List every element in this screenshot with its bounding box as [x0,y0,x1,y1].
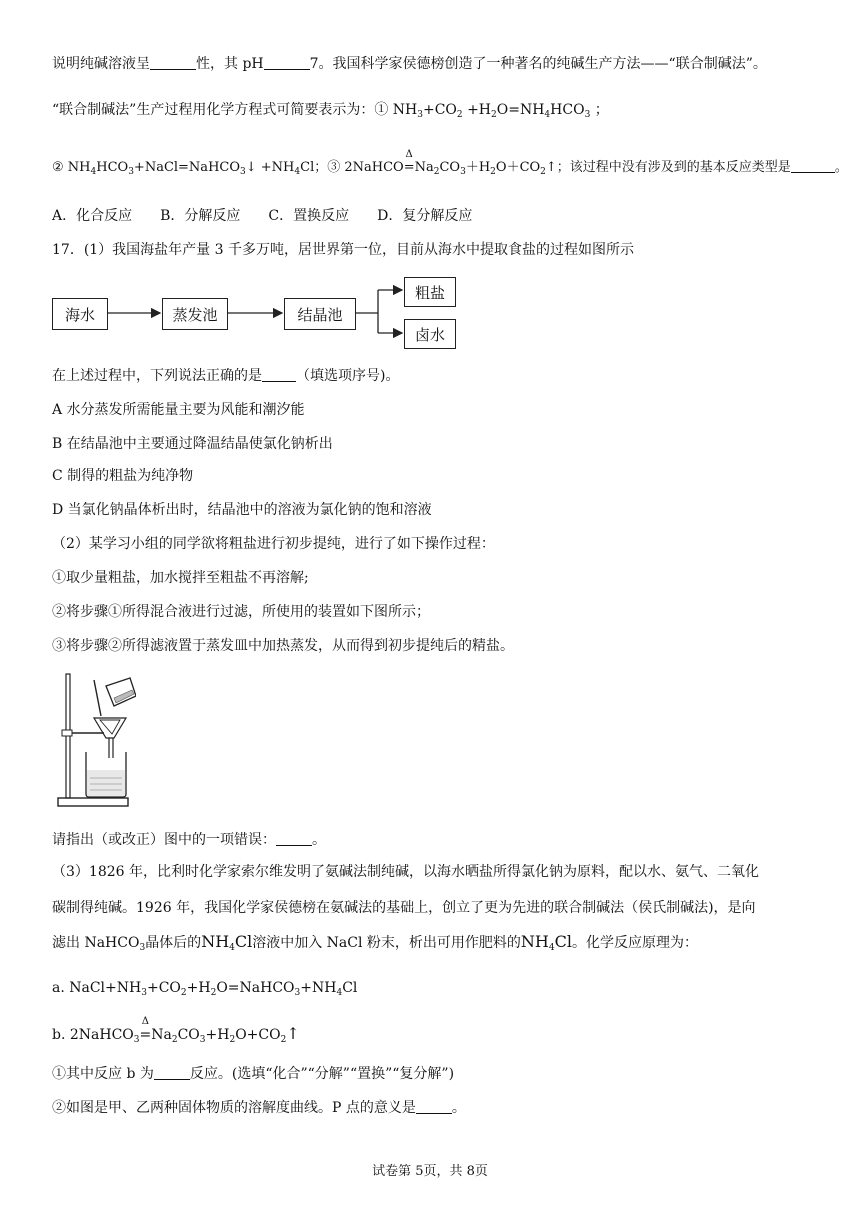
text: 晶体后的 [145,935,202,951]
answer-blank[interactable] [264,55,310,70]
subscript: 4 [90,167,97,177]
heating-sign [139,1016,152,1045]
box-crystallization-pond: 结晶池 [284,298,356,330]
text: +H [205,1027,230,1043]
reaction-a [52,978,357,998]
text: +NH [300,980,337,996]
text: b. 2NaHCO [52,1027,134,1043]
text: HCO [550,102,585,118]
text: 。化学反应原理为： [571,935,698,951]
subscript: 3 [199,1035,206,1045]
text: +CO [146,980,181,996]
text: Cl [554,932,572,951]
subscript: 3 [128,167,134,177]
question-17-part-1: 17．(1）我国海盐年产量 3 千多万吨，居世界第一位，目前从海水中提取食盐的过程如图所示 [52,242,634,258]
sub-question-1 [52,1064,454,1084]
text: Cl [234,932,253,951]
step-3: ③将步骤②所得滤液置于蒸发皿中加热蒸发，从而得到初步提纯后的精盐。 [52,638,514,654]
text: ； [590,102,609,118]
option-d: D 当氯化钠晶体析出时，结晶池中的溶液为氯化钠的饱和溶液 [52,502,432,518]
part-2-intro: （2）某学习小组的同学欲将粗盐进行初步提纯，进行了如下操作过程： [52,536,495,552]
delta-symbol: Δ [141,1016,149,1027]
text: +CO [422,102,457,118]
choices-line: A．化合反应 B．分解反应 C．置换反应 D．复分解反应 [52,208,473,224]
text: a. NaCl+NH [52,980,142,996]
text: O＋CO [495,160,541,175]
text: 说明纯碱溶液呈 [52,56,150,72]
subscript: 4 [544,110,551,120]
text: NH [520,932,549,951]
subscript: 4 [548,943,555,953]
subscript: 3 [240,167,246,177]
subscript: 2 [280,1035,287,1045]
text: ＋H [465,160,491,175]
subscript: 3 [460,167,466,177]
option-c: C 制得的粗盐为纯净物 [52,468,194,484]
part-3-line-3 [52,932,698,953]
subscript: 3 [294,988,301,998]
text: 反应。(选填“化合”“分解”“置换”“复分解”) [189,1066,455,1082]
box-seawater: 海水 [52,298,108,330]
text: 在上述过程中，下列说法正确的是 [52,368,262,384]
step-2: ②将步骤①所得混合液进行过滤，所使用的装置如下图所示； [52,604,430,620]
text: NH [201,932,230,951]
subscript: 2 [456,110,463,120]
subscript: 3 [139,943,146,953]
text: ↑；该过程中没有涉及到的基本反应类型是 [545,160,791,175]
subscript: 3 [417,110,423,120]
part-3-line-2: 碳制得纯碱。1926 年，我国化学家侯德榜在氨碱法的基础上，创立了更为先进的联合制碱法（侯氏制碱法)，是向 [52,900,756,916]
text: ② NH [52,160,91,175]
subscript: 2 [210,988,217,998]
text: 。 [312,832,326,848]
subscript: 4 [294,167,301,177]
text: Cl [342,980,358,996]
text: “联合制碱法”生产过程用化学方程式可简要表示为：① NH [52,102,418,118]
text-line-3 [52,149,848,178]
box-brine: 卤水 [404,319,456,349]
text: HCO [96,160,129,175]
error-question [52,830,326,850]
text: （填选项序号)。 [296,368,400,384]
text: O=NaHCO [216,980,295,996]
text: 。 [834,160,848,175]
subscript: 3 [133,1035,140,1045]
sub-question-2 [52,1098,466,1118]
text: Cl；③ 2NaHCO [300,160,404,175]
text: CO [439,160,461,175]
text: 滤出 NaHCO [52,935,140,951]
question-prompt [52,366,399,386]
text: O+CO [235,1027,281,1043]
text: CO [177,1027,200,1043]
subscript: 2 [491,110,497,120]
subscript: 3 [584,110,591,120]
answer-blank[interactable] [150,55,196,70]
box-evaporation-pond: 蒸发池 [162,298,228,330]
text: Na [151,1027,172,1043]
subscript: 3 [141,988,147,998]
text: Na [414,160,434,175]
salt-extraction-flow-diagram [52,274,472,354]
text: ①其中反应 b 为 [52,1066,154,1082]
subscript: 2 [540,167,546,177]
text: ②如图是甲、乙两种固体物质的溶解度曲线。P 点的意义是 [52,1100,416,1116]
text-line-2 [52,100,609,120]
text: 请指出（或改正）图中的一项错误： [52,832,276,848]
text: 性，其 pH [196,56,264,72]
page-footer: 试卷第 5页，共 8页 [372,1164,488,1179]
text: +H [186,980,211,996]
answer-blank[interactable] [791,158,835,173]
step-1: ①取少量粗盐，加水搅拌至粗盐不再溶解; [52,570,309,586]
option-b: B 在结晶池中主要通过降温结晶使氯化钠析出 [52,436,333,452]
text: O=NH [496,102,545,118]
subscript: 2 [229,1035,236,1045]
subscript: 4 [336,988,343,998]
text: 。 [451,1100,466,1116]
text: ↑ [286,1024,300,1043]
text: 7。我国科学家侯德榜创造了一种著名的纯碱生产方法——“联合制碱法”。 [309,56,767,72]
heating-sign [403,149,415,178]
answer-blank[interactable] [416,1099,452,1114]
filtration-apparatus-illustration [56,670,136,810]
subscript: 4 [229,943,235,953]
equals-sign: = [139,1027,152,1043]
option-a: A 水分蒸发所需能量主要为风能和潮汐能 [52,402,305,418]
subscript: 2 [171,1035,178,1045]
delta-symbol: Δ [405,149,413,160]
subscript: 2 [433,167,440,177]
reaction-b [52,1016,300,1045]
text: +NaCl=NaHCO [133,160,241,175]
text: 溶液中加入 NaCl 粉末，析出可用作肥料的 [252,935,521,951]
text-line-1 [52,54,767,74]
text: +H [462,102,492,118]
answer-blank[interactable] [276,831,312,846]
text: ↓ +NH [245,160,295,175]
answer-blank[interactable] [154,1065,190,1080]
answer-blank[interactable] [262,367,296,382]
equals-sign: = [403,160,415,175]
subscript: 2 [490,167,496,177]
subscript: 2 [180,988,187,998]
box-crude-salt: 粗盐 [404,277,456,307]
part-3-line-1: （3）1826 年，比利时化学家索尔维发明了氨碱法制纯碱，以海水晒盐所得氯化钠为原料，配以水、氨气、二氧化 [52,864,759,880]
